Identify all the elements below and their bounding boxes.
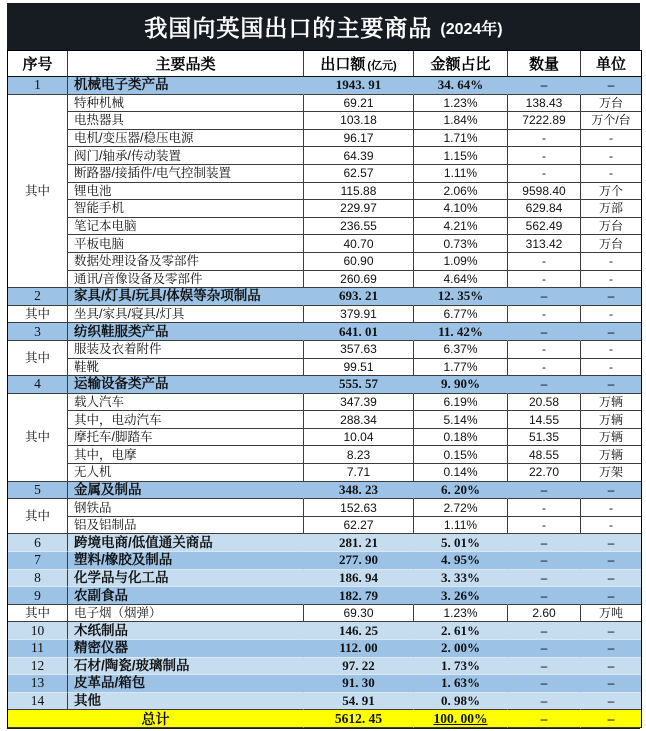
row-export-amount: 260.69 xyxy=(304,271,414,289)
row-amount-share: 6. 20% xyxy=(414,482,508,500)
row-category: 载人汽车 xyxy=(68,394,304,412)
row-quantity: – xyxy=(508,77,581,95)
sub-row xyxy=(8,341,641,359)
row-no: 5 xyxy=(8,482,68,500)
row-amount-share: 3. 26% xyxy=(414,587,508,605)
row-unit: – xyxy=(581,693,641,711)
row-no: 6 xyxy=(8,534,68,552)
row-amount-share: 1.11% xyxy=(414,165,508,183)
row-category: 机械电子类产品 xyxy=(68,77,304,95)
row-quantity: 48.55 xyxy=(508,446,581,464)
row-category: 电子烟（烟弹） xyxy=(68,605,304,623)
row-export-amount: 152.63 xyxy=(304,499,414,517)
row-quantity: - xyxy=(508,517,581,535)
row-amount-share: 4. 95% xyxy=(414,552,508,570)
row-quantity: – xyxy=(508,658,581,676)
row-unit: – xyxy=(581,534,641,552)
sub-row xyxy=(8,517,641,535)
row-export-amount: 182. 79 xyxy=(304,587,414,605)
category-row xyxy=(8,587,641,605)
row-quantity: 2.60 xyxy=(508,605,581,623)
row-export-amount: 186. 94 xyxy=(304,570,414,588)
row-unit: - xyxy=(581,147,641,165)
row-amount-share: 1.77% xyxy=(414,359,508,377)
sub-row xyxy=(8,271,641,289)
row-category: 木纸制品 xyxy=(68,622,304,640)
row-category: 无人机 xyxy=(68,464,304,482)
row-unit: – xyxy=(581,288,641,306)
row-quantity: – xyxy=(508,675,581,693)
row-amount-share: 0. 98% xyxy=(414,693,508,711)
row-quantity: – xyxy=(508,693,581,711)
row-category: 坐具/家具/寝具/灯具 xyxy=(68,306,304,324)
row-export-amount: 64.39 xyxy=(304,147,414,165)
row-export-amount: 641. 01 xyxy=(304,323,414,341)
row-export-amount: 8.23 xyxy=(304,446,414,464)
row-quantity: – xyxy=(508,622,581,640)
row-amount-share: 1. 63% xyxy=(414,675,508,693)
row-unit: – xyxy=(581,376,641,394)
row-unit: 万台 xyxy=(581,218,641,236)
row-quantity: – xyxy=(508,640,581,658)
sub-row xyxy=(8,147,641,165)
row-quantity: – xyxy=(508,376,581,394)
sub-row xyxy=(8,464,641,482)
row-no: 14 xyxy=(8,693,68,711)
row-amount-share: 4.64% xyxy=(414,271,508,289)
group-label-cell: 其中 xyxy=(8,499,68,534)
row-amount-share: 2.72% xyxy=(414,499,508,517)
category-row xyxy=(8,77,641,95)
row-category: 特种机械 xyxy=(68,95,304,113)
row-export-amount: 277. 90 xyxy=(304,552,414,570)
row-category: 钢铁品 xyxy=(68,499,304,517)
row-no: 1 xyxy=(8,77,68,95)
row-quantity: – xyxy=(508,534,581,552)
row-quantity: 313.42 xyxy=(508,235,581,253)
row-no: 11 xyxy=(8,640,68,658)
row-quantity: 562.49 xyxy=(508,218,581,236)
category-row xyxy=(8,675,641,693)
row-export-amount: 60.90 xyxy=(304,253,414,271)
row-category: 断路器/接插件/电气控制装置 xyxy=(68,165,304,183)
row-quantity: – xyxy=(508,552,581,570)
row-export-amount: 348. 23 xyxy=(304,482,414,500)
row-category: 其中，电动汽车 xyxy=(68,411,304,429)
row-no: 10 xyxy=(8,622,68,640)
export-table-body xyxy=(8,77,641,728)
row-amount-share: 4.21% xyxy=(414,218,508,236)
row-export-amount: 281. 21 xyxy=(304,534,414,552)
category-row xyxy=(8,482,641,500)
row-no: 8 xyxy=(8,570,68,588)
category-row xyxy=(8,376,641,394)
row-amount-share: 100. 00% xyxy=(414,710,508,728)
row-amount-share: 1.09% xyxy=(414,253,508,271)
row-export-amount: 379.91 xyxy=(304,306,414,324)
row-amount-share: 9. 90% xyxy=(414,376,508,394)
sub-row xyxy=(8,218,641,236)
row-export-amount: 7.71 xyxy=(304,464,414,482)
row-unit: – xyxy=(581,77,641,95)
row-export-amount: 288.34 xyxy=(304,411,414,429)
row-category: 智能手机 xyxy=(68,200,304,218)
sub-row xyxy=(8,411,641,429)
row-amount-share: 6.19% xyxy=(414,394,508,412)
row-category: 其他 xyxy=(68,693,304,711)
row-category: 数据处理设备及零部件 xyxy=(68,253,304,271)
row-quantity: - xyxy=(508,165,581,183)
col-header-unit: 单位 xyxy=(581,51,641,77)
row-unit: 万个 xyxy=(581,183,641,201)
row-quantity: - xyxy=(508,147,581,165)
row-quantity: - xyxy=(508,253,581,271)
row-export-amount: 347.39 xyxy=(304,394,414,412)
row-quantity: - xyxy=(508,271,581,289)
row-quantity: 51.35 xyxy=(508,429,581,447)
row-unit: – xyxy=(581,640,641,658)
row-quantity: – xyxy=(508,323,581,341)
row-export-amount: 103.18 xyxy=(304,112,414,130)
row-unit: - xyxy=(581,341,641,359)
sub-row xyxy=(8,429,641,447)
row-export-amount: 54. 91 xyxy=(304,693,414,711)
group-label-cell: 其中 xyxy=(8,95,68,289)
total-row xyxy=(8,710,641,728)
row-category: 化学品与化工品 xyxy=(68,570,304,588)
row-amount-share: 0.73% xyxy=(414,235,508,253)
row-category: 阀门/轴承/传动装置 xyxy=(68,147,304,165)
page-title: 我国向英国出口的主要商品 xyxy=(144,15,433,41)
row-unit: - xyxy=(581,306,641,324)
row-unit: - xyxy=(581,517,641,535)
row-quantity: - xyxy=(508,306,581,324)
row-quantity: – xyxy=(508,710,581,728)
row-unit: – xyxy=(581,570,641,588)
row-unit: 万辆 xyxy=(581,429,641,447)
row-amount-share: 6.37% xyxy=(414,341,508,359)
row-category: 电热器具 xyxy=(68,112,304,130)
row-export-amount: 69.30 xyxy=(304,605,414,623)
row-category: 纺织鞋服类产品 xyxy=(68,323,304,341)
row-quantity: - xyxy=(508,499,581,517)
row-export-amount: 62.57 xyxy=(304,165,414,183)
row-amount-share: 12. 35% xyxy=(414,288,508,306)
row-export-amount: 5612. 45 xyxy=(304,710,414,728)
row-unit: – xyxy=(581,587,641,605)
row-unit: 万台 xyxy=(581,95,641,113)
row-category: 家具/灯具/玩具/体娱等杂项制品 xyxy=(68,288,304,306)
sub-row xyxy=(8,499,641,517)
row-unit: - xyxy=(581,499,641,517)
row-amount-share: 0.15% xyxy=(414,446,508,464)
category-row xyxy=(8,622,641,640)
row-quantity: – xyxy=(508,587,581,605)
export-table-panel xyxy=(7,3,640,729)
category-row xyxy=(8,534,641,552)
row-unit: – xyxy=(581,323,641,341)
col-header-pct: 金额占比 xyxy=(414,51,508,77)
row-quantity: 629.84 xyxy=(508,200,581,218)
row-no: 3 xyxy=(8,323,68,341)
row-export-amount: 112. 00 xyxy=(304,640,414,658)
row-export-amount: 146. 25 xyxy=(304,622,414,640)
row-no: 4 xyxy=(8,376,68,394)
row-unit: – xyxy=(581,552,641,570)
row-quantity: - xyxy=(508,341,581,359)
row-category: 农副食品 xyxy=(68,587,304,605)
row-category: 皮革品/箱包 xyxy=(68,675,304,693)
row-unit: 万辆 xyxy=(581,446,641,464)
sub-row xyxy=(8,235,641,253)
row-quantity: 9598.40 xyxy=(508,183,581,201)
sub-row xyxy=(8,253,641,271)
sub-row xyxy=(8,394,641,412)
row-amount-share: 4.10% xyxy=(414,200,508,218)
row-quantity: 20.58 xyxy=(508,394,581,412)
row-unit: 万吨 xyxy=(581,605,641,623)
sub-row xyxy=(8,446,641,464)
col-header-qty: 数量 xyxy=(508,51,581,77)
row-unit: 万部 xyxy=(581,200,641,218)
row-export-amount: 555. 57 xyxy=(304,376,414,394)
row-quantity: – xyxy=(508,570,581,588)
row-category: 笔记本电脑 xyxy=(68,218,304,236)
col-header-no: 序号 xyxy=(8,51,68,77)
row-no: 2 xyxy=(8,288,68,306)
row-no: 7 xyxy=(8,552,68,570)
row-category: 塑料/橡胶及制品 xyxy=(68,552,304,570)
sub-row xyxy=(8,605,641,623)
row-amount-share: 11. 42% xyxy=(414,323,508,341)
row-quantity: – xyxy=(508,482,581,500)
sub-row xyxy=(8,183,641,201)
row-category: 精密仪器 xyxy=(68,640,304,658)
header-row xyxy=(8,51,641,77)
sub-row xyxy=(8,165,641,183)
row-quantity: 138.43 xyxy=(508,95,581,113)
row-category: 电机/变压器/稳压电源 xyxy=(68,130,304,148)
row-unit: 万台 xyxy=(581,235,641,253)
row-quantity: 22.70 xyxy=(508,464,581,482)
row-category: 其中，电摩 xyxy=(68,446,304,464)
category-row xyxy=(8,323,641,341)
row-export-amount: 1943. 91 xyxy=(304,77,414,95)
row-export-amount: 693. 21 xyxy=(304,288,414,306)
row-export-amount: 62.27 xyxy=(304,517,414,535)
export-table xyxy=(7,50,642,728)
row-amount-share: 1.11% xyxy=(414,517,508,535)
row-category: 平板电脑 xyxy=(68,235,304,253)
sub-row xyxy=(8,200,641,218)
row-unit: – xyxy=(581,675,641,693)
total-label: 总计 xyxy=(8,710,304,728)
col-header-amount-unit: (亿元) xyxy=(367,60,397,72)
row-amount-share: 1.71% xyxy=(414,130,508,148)
row-unit: - xyxy=(581,271,641,289)
row-amount-share: 2. 00% xyxy=(414,640,508,658)
group-label-cell: 其中 xyxy=(8,394,68,482)
category-row xyxy=(8,552,641,570)
row-amount-share: 3. 33% xyxy=(414,570,508,588)
row-amount-share: 2.06% xyxy=(414,183,508,201)
row-category: 摩托车/脚踏车 xyxy=(68,429,304,447)
sub-row xyxy=(8,306,641,324)
row-export-amount: 10.04 xyxy=(304,429,414,447)
row-export-amount: 357.63 xyxy=(304,341,414,359)
row-category: 服装及衣着附件 xyxy=(68,341,304,359)
row-amount-share: 5.14% xyxy=(414,411,508,429)
category-row xyxy=(8,640,641,658)
row-unit: - xyxy=(581,130,641,148)
row-unit: – xyxy=(581,482,641,500)
row-amount-share: 1.23% xyxy=(414,95,508,113)
row-amount-share: 0.18% xyxy=(414,429,508,447)
sub-row xyxy=(8,359,641,377)
row-unit: - xyxy=(581,165,641,183)
col-header-amount xyxy=(304,51,414,77)
row-unit: – xyxy=(581,710,641,728)
row-export-amount: 96.17 xyxy=(304,130,414,148)
row-amount-share: 6.77% xyxy=(414,306,508,324)
category-row xyxy=(8,288,641,306)
row-amount-share: 1.23% xyxy=(414,605,508,623)
row-amount-share: 5. 01% xyxy=(414,534,508,552)
row-unit: – xyxy=(581,658,641,676)
row-amount-share: 1.84% xyxy=(414,112,508,130)
row-amount-share: 0.14% xyxy=(414,464,508,482)
row-export-amount: 69.21 xyxy=(304,95,414,113)
col-header-amount-label: 出口额 xyxy=(320,56,366,73)
row-amount-share: 1.15% xyxy=(414,147,508,165)
row-export-amount: 229.97 xyxy=(304,200,414,218)
row-no: 12 xyxy=(8,658,68,676)
row-export-amount: 40.70 xyxy=(304,235,414,253)
title-year: (2024年) xyxy=(440,21,503,38)
title-bar xyxy=(7,3,640,50)
row-unit: - xyxy=(581,359,641,377)
row-no: 13 xyxy=(8,675,68,693)
sub-row xyxy=(8,95,641,113)
row-quantity: - xyxy=(508,130,581,148)
row-category: 运输设备类产品 xyxy=(68,376,304,394)
row-amount-share: 2. 61% xyxy=(414,622,508,640)
category-row xyxy=(8,693,641,711)
row-quantity: – xyxy=(508,288,581,306)
row-unit: 万辆 xyxy=(581,394,641,412)
row-category: 跨境电商/低值通关商品 xyxy=(68,534,304,552)
group-label-cell: 其中 xyxy=(8,306,68,324)
row-category: 通讯/音像设备及零部件 xyxy=(68,271,304,289)
category-row xyxy=(8,658,641,676)
group-label-cell: 其中 xyxy=(8,605,68,623)
row-category: 石材/陶瓷/玻璃制品 xyxy=(68,658,304,676)
row-amount-share: 34. 64% xyxy=(414,77,508,95)
row-unit: – xyxy=(581,622,641,640)
row-unit: 万辆 xyxy=(581,411,641,429)
row-export-amount: 97. 22 xyxy=(304,658,414,676)
row-no: 9 xyxy=(8,587,68,605)
sub-row xyxy=(8,130,641,148)
row-quantity: 14.55 xyxy=(508,411,581,429)
row-category: 锂电池 xyxy=(68,183,304,201)
row-category: 鞋靴 xyxy=(68,359,304,377)
row-unit: 万个/台 xyxy=(581,112,641,130)
col-header-category: 主要品类 xyxy=(68,51,304,77)
category-row xyxy=(8,570,641,588)
row-export-amount: 99.51 xyxy=(304,359,414,377)
row-export-amount: 91. 30 xyxy=(304,675,414,693)
row-quantity: 7222.89 xyxy=(508,112,581,130)
row-category: 铝及铝制品 xyxy=(68,517,304,535)
row-amount-share: 1. 73% xyxy=(414,658,508,676)
row-category: 金属及制品 xyxy=(68,482,304,500)
row-unit: 万架 xyxy=(581,464,641,482)
sub-row xyxy=(8,112,641,130)
row-quantity: - xyxy=(508,359,581,377)
row-export-amount: 236.55 xyxy=(304,218,414,236)
row-unit: - xyxy=(581,253,641,271)
group-label-cell: 其中 xyxy=(8,341,68,376)
row-export-amount: 115.88 xyxy=(304,183,414,201)
